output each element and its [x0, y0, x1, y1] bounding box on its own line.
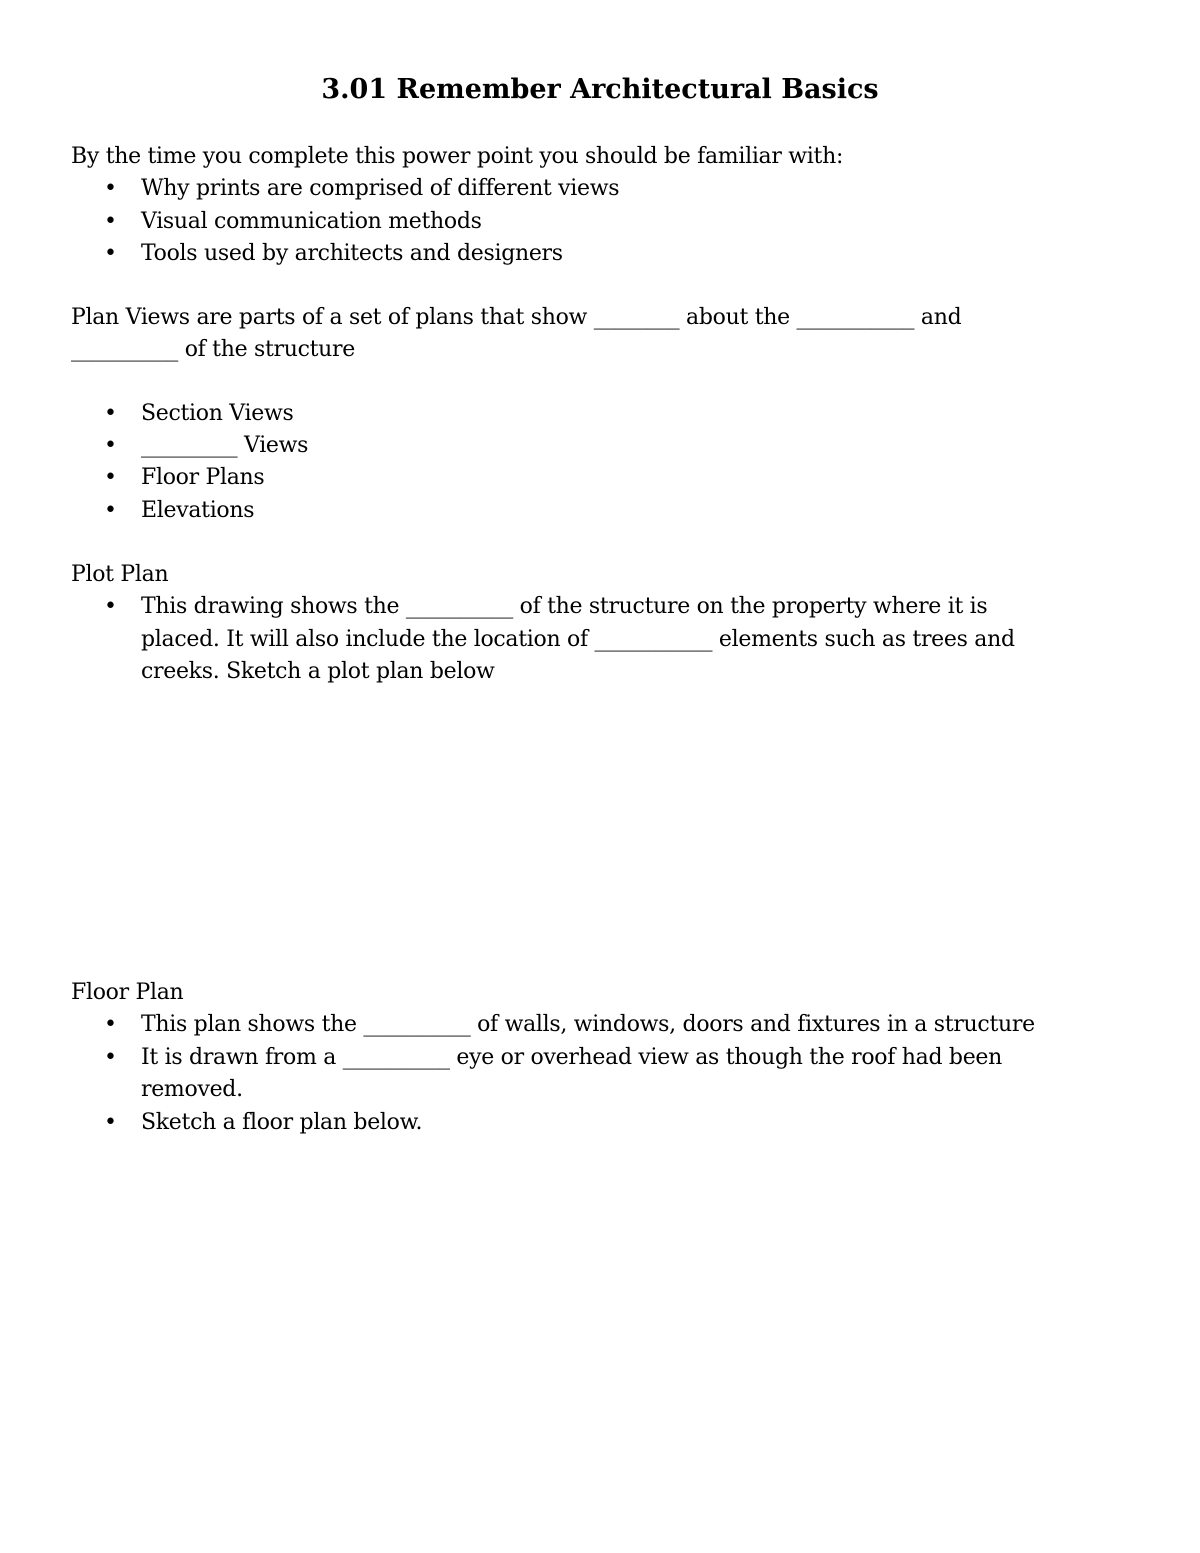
bullet-icon: • — [104, 209, 117, 234]
plan-views-text: __________ of the structure — [71, 337, 355, 362]
floor-plan-bullet-line: removed. — [141, 1077, 243, 1102]
bullet-icon: • — [104, 1110, 117, 1135]
bullet-icon: • — [104, 241, 117, 266]
bullet-icon: • — [104, 176, 117, 201]
plan-views-bullet: Elevations — [141, 498, 255, 523]
plot-plan-bullet-line: placed. It will also include the location of ___________ elements such as trees and — [141, 627, 1015, 652]
intro-bullet: Tools used by architects and designers — [141, 241, 563, 266]
plot-plan-heading: Plot Plan — [71, 562, 169, 587]
plan-views-text: Plan Views are parts of a set of plans that show ________ about the ___________ and — [71, 305, 962, 330]
bullet-icon: • — [104, 401, 117, 426]
intro-bullet: Why prints are comprised of different views — [141, 176, 620, 201]
page-title: 3.01 Remember Architectural Basics — [321, 74, 879, 105]
plan-views-bullet: Section Views — [141, 401, 294, 426]
bullet-icon: • — [104, 498, 117, 523]
floor-plan-bullet: Sketch a floor plan below. — [141, 1110, 423, 1135]
intro-bullet: Visual communication methods — [141, 209, 482, 234]
bullet-icon: • — [104, 1045, 117, 1070]
floor-plan-heading: Floor Plan — [71, 980, 184, 1005]
plot-plan-bullet-line: This drawing shows the __________ of the structure on the property where it is — [141, 594, 988, 619]
bullet-icon: • — [104, 1012, 117, 1037]
bullet-icon: • — [104, 594, 117, 619]
bullet-icon: • — [104, 433, 117, 458]
plan-views-bullet: _________ Views — [141, 433, 309, 458]
bullet-icon: • — [104, 465, 117, 490]
floor-plan-bullet: This plan shows the __________ of walls, windows, doors and fixtures in a structure — [141, 1012, 1035, 1037]
plan-views-bullet: Floor Plans — [141, 465, 265, 490]
intro-text: By the time you complete this power point you should be familiar with: — [71, 144, 844, 169]
plot-plan-bullet-line: creeks. Sketch a plot plan below — [141, 659, 495, 684]
floor-plan-bullet-line: It is drawn from a __________ eye or overhead view as though the roof had been — [141, 1045, 1003, 1070]
